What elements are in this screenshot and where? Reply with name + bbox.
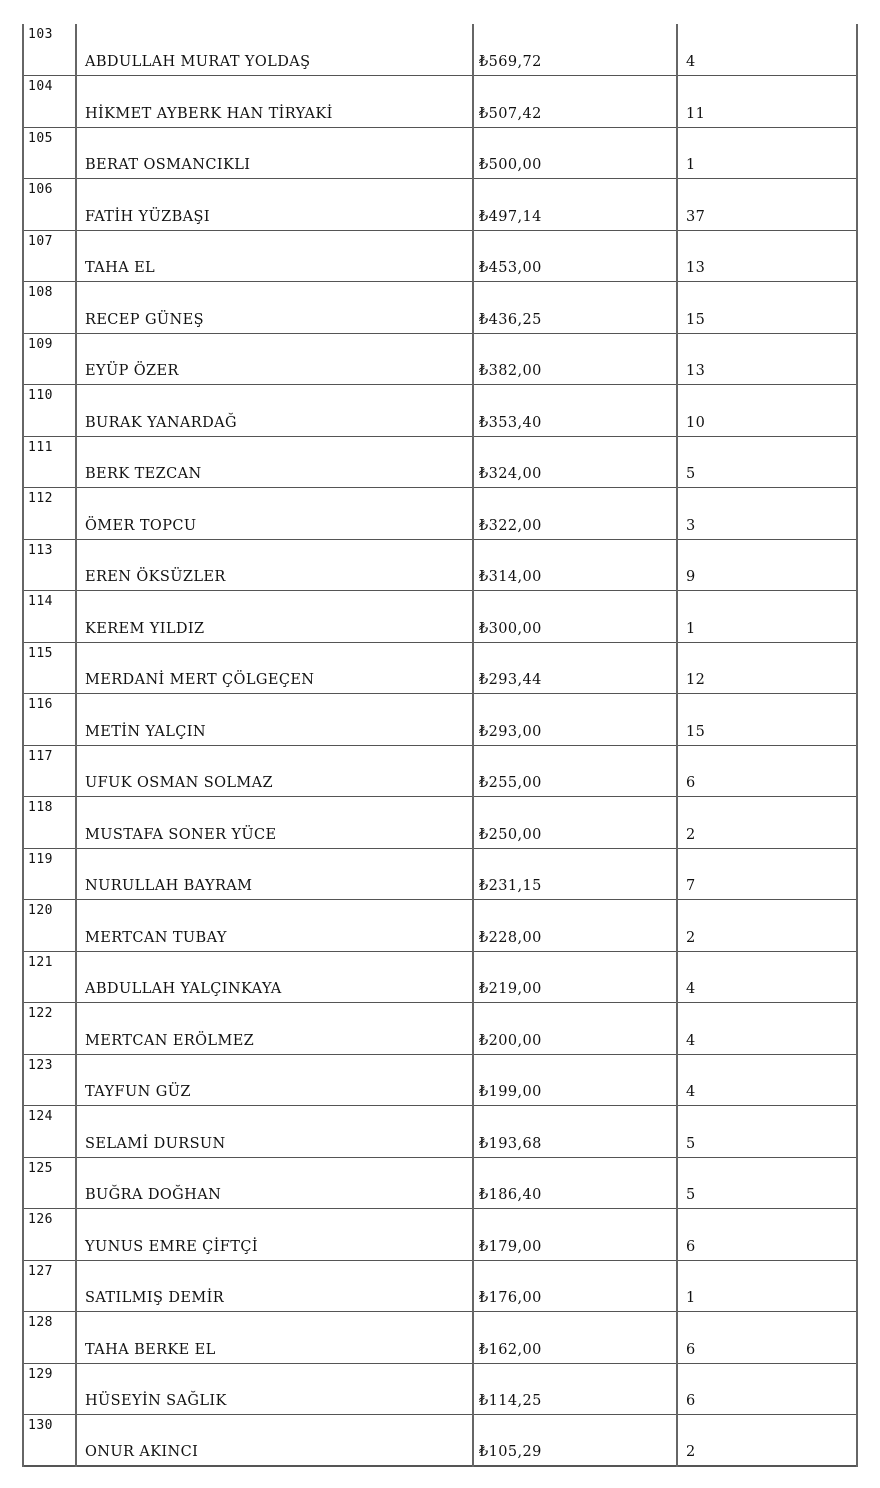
count-cell: 37 <box>677 179 857 231</box>
amount-cell: ₺497,14 <box>473 179 677 231</box>
rank-cell: 117 <box>23 745 76 797</box>
amount-cell: ₺353,40 <box>473 385 677 437</box>
ranking-table <box>22 24 858 1467</box>
table-row <box>23 1363 857 1415</box>
table-row <box>23 539 857 591</box>
rank-cell: 116 <box>23 694 76 746</box>
count-cell: 1 <box>677 1260 857 1312</box>
rank-cell: 125 <box>23 1157 76 1209</box>
amount-cell: ₺176,00 <box>473 1260 677 1312</box>
rank-cell: 122 <box>23 1003 76 1055</box>
name-cell: ABDULLAH MURAT YOLDAŞ <box>76 24 473 76</box>
rank-cell: 106 <box>23 179 76 231</box>
table-row <box>23 385 857 437</box>
name-cell: MUSTAFA SONER YÜCE <box>76 797 473 849</box>
amount-cell: ₺293,44 <box>473 642 677 694</box>
rank-cell: 105 <box>23 127 76 179</box>
amount-cell: ₺162,00 <box>473 1312 677 1364</box>
rank-cell: 112 <box>23 488 76 540</box>
table-row <box>23 76 857 128</box>
amount-cell: ₺300,00 <box>473 591 677 643</box>
name-cell: BERAT OSMANCIKLI <box>76 127 473 179</box>
rank-cell: 110 <box>23 385 76 437</box>
table-row <box>23 1260 857 1312</box>
amount-cell: ₺507,42 <box>473 76 677 128</box>
name-cell: YUNUS EMRE ÇİFTÇİ <box>76 1209 473 1261</box>
table-row <box>23 1003 857 1055</box>
amount-cell: ₺200,00 <box>473 1003 677 1055</box>
name-cell: ÖMER TOPCU <box>76 488 473 540</box>
count-cell: 9 <box>677 539 857 591</box>
rank-cell: 114 <box>23 591 76 643</box>
table-row <box>23 1209 857 1261</box>
table-row <box>23 951 857 1003</box>
amount-cell: ₺114,25 <box>473 1363 677 1415</box>
ranking-table-container <box>22 24 856 1467</box>
name-cell: BERK TEZCAN <box>76 436 473 488</box>
name-cell: ONUR AKINCI <box>76 1415 473 1467</box>
amount-cell: ₺382,00 <box>473 333 677 385</box>
amount-cell: ₺293,00 <box>473 694 677 746</box>
amount-cell: ₺500,00 <box>473 127 677 179</box>
name-cell: UFUK OSMAN SOLMAZ <box>76 745 473 797</box>
amount-cell: ₺105,29 <box>473 1415 677 1467</box>
count-cell: 1 <box>677 591 857 643</box>
count-cell: 5 <box>677 1106 857 1158</box>
name-cell: NURULLAH BAYRAM <box>76 848 473 900</box>
table-row <box>23 745 857 797</box>
count-cell: 6 <box>677 745 857 797</box>
name-cell: TAHA EL <box>76 230 473 282</box>
rank-cell: 130 <box>23 1415 76 1467</box>
rank-cell: 115 <box>23 642 76 694</box>
table-row <box>23 24 857 76</box>
rank-cell: 120 <box>23 900 76 952</box>
count-cell: 4 <box>677 1054 857 1106</box>
table-row <box>23 1312 857 1364</box>
rank-cell: 107 <box>23 230 76 282</box>
count-cell: 11 <box>677 76 857 128</box>
count-cell: 15 <box>677 694 857 746</box>
rank-cell: 104 <box>23 76 76 128</box>
name-cell: RECEP GÜNEŞ <box>76 282 473 334</box>
count-cell: 2 <box>677 900 857 952</box>
rank-cell: 127 <box>23 1260 76 1312</box>
amount-cell: ₺255,00 <box>473 745 677 797</box>
count-cell: 5 <box>677 436 857 488</box>
rank-cell: 128 <box>23 1312 76 1364</box>
name-cell: SELAMİ DURSUN <box>76 1106 473 1158</box>
name-cell: ABDULLAH YALÇINKAYA <box>76 951 473 1003</box>
table-row <box>23 900 857 952</box>
amount-cell: ₺199,00 <box>473 1054 677 1106</box>
rank-cell: 103 <box>23 24 76 76</box>
name-cell: EREN ÖKSÜZLER <box>76 539 473 591</box>
table-row <box>23 179 857 231</box>
amount-cell: ₺453,00 <box>473 230 677 282</box>
count-cell: 15 <box>677 282 857 334</box>
count-cell: 6 <box>677 1312 857 1364</box>
count-cell: 3 <box>677 488 857 540</box>
table-row <box>23 1415 857 1467</box>
rank-cell: 118 <box>23 797 76 849</box>
table-row <box>23 642 857 694</box>
count-cell: 1 <box>677 127 857 179</box>
name-cell: FATİH YÜZBAŞI <box>76 179 473 231</box>
table-row <box>23 1054 857 1106</box>
count-cell: 10 <box>677 385 857 437</box>
table-row <box>23 848 857 900</box>
name-cell: TAHA BERKE EL <box>76 1312 473 1364</box>
table-row <box>23 797 857 849</box>
rank-cell: 109 <box>23 333 76 385</box>
amount-cell: ₺314,00 <box>473 539 677 591</box>
name-cell: METİN YALÇIN <box>76 694 473 746</box>
table-row <box>23 1157 857 1209</box>
table-row <box>23 591 857 643</box>
count-cell: 5 <box>677 1157 857 1209</box>
name-cell: BUĞRA DOĞHAN <box>76 1157 473 1209</box>
amount-cell: ₺569,72 <box>473 24 677 76</box>
amount-cell: ₺193,68 <box>473 1106 677 1158</box>
rank-cell: 126 <box>23 1209 76 1261</box>
table-row <box>23 1106 857 1158</box>
name-cell: MERTCAN TUBAY <box>76 900 473 952</box>
table-row <box>23 230 857 282</box>
amount-cell: ₺186,40 <box>473 1157 677 1209</box>
count-cell: 13 <box>677 333 857 385</box>
count-cell: 12 <box>677 642 857 694</box>
amount-cell: ₺179,00 <box>473 1209 677 1261</box>
table-row <box>23 488 857 540</box>
amount-cell: ₺436,25 <box>473 282 677 334</box>
rank-cell: 129 <box>23 1363 76 1415</box>
rank-cell: 108 <box>23 282 76 334</box>
name-cell: TAYFUN GÜZ <box>76 1054 473 1106</box>
name-cell: KEREM YILDIZ <box>76 591 473 643</box>
amount-cell: ₺250,00 <box>473 797 677 849</box>
amount-cell: ₺231,15 <box>473 848 677 900</box>
count-cell: 2 <box>677 1415 857 1467</box>
rank-cell: 111 <box>23 436 76 488</box>
name-cell: EYÜP ÖZER <box>76 333 473 385</box>
amount-cell: ₺324,00 <box>473 436 677 488</box>
name-cell: BURAK YANARDAĞ <box>76 385 473 437</box>
count-cell: 7 <box>677 848 857 900</box>
name-cell: MERDANİ MERT ÇÖLGEÇEN <box>76 642 473 694</box>
rank-cell: 124 <box>23 1106 76 1158</box>
name-cell: HİKMET AYBERK HAN TİRYAKİ <box>76 76 473 128</box>
count-cell: 6 <box>677 1209 857 1261</box>
count-cell: 2 <box>677 797 857 849</box>
table-row <box>23 333 857 385</box>
amount-cell: ₺219,00 <box>473 951 677 1003</box>
rank-cell: 113 <box>23 539 76 591</box>
table-row <box>23 282 857 334</box>
amount-cell: ₺322,00 <box>473 488 677 540</box>
table-row <box>23 127 857 179</box>
count-cell: 4 <box>677 951 857 1003</box>
count-cell: 4 <box>677 24 857 76</box>
table-row <box>23 694 857 746</box>
count-cell: 6 <box>677 1363 857 1415</box>
name-cell: HÜSEYİN SAĞLIK <box>76 1363 473 1415</box>
name-cell: MERTCAN ERÖLMEZ <box>76 1003 473 1055</box>
count-cell: 13 <box>677 230 857 282</box>
table-body <box>23 24 857 1466</box>
count-cell: 4 <box>677 1003 857 1055</box>
rank-cell: 119 <box>23 848 76 900</box>
amount-cell: ₺228,00 <box>473 900 677 952</box>
table-row <box>23 436 857 488</box>
name-cell: SATILMIŞ DEMİR <box>76 1260 473 1312</box>
rank-cell: 123 <box>23 1054 76 1106</box>
rank-cell: 121 <box>23 951 76 1003</box>
